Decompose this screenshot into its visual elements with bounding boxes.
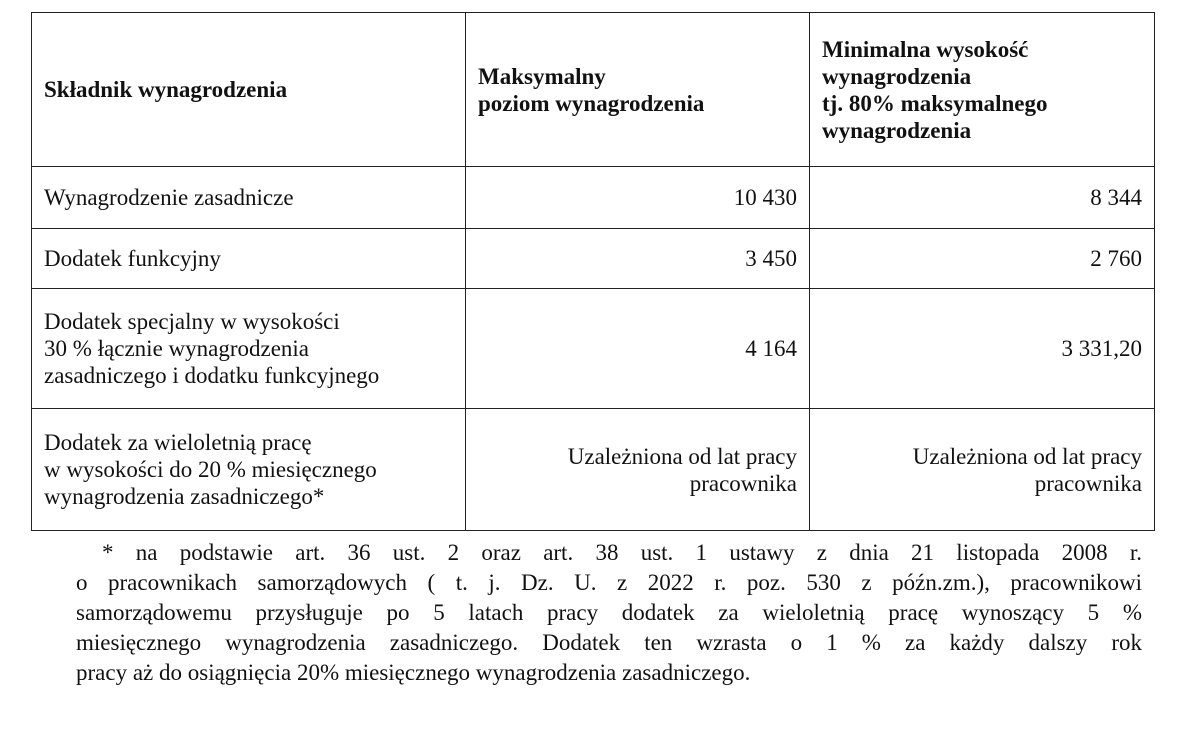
header-min-line: Minimalna wysokość bbox=[822, 36, 1029, 62]
header-max-line: poziom wynagrodzenia bbox=[478, 90, 705, 116]
row-label-text: Wynagrodzenie zasadnicze bbox=[44, 185, 294, 210]
row-min-value: 8 344 bbox=[810, 167, 1155, 229]
row-label bbox=[32, 289, 466, 409]
header-max-line: Maksymalny bbox=[478, 63, 606, 89]
row-min-value bbox=[810, 409, 1155, 531]
row-label bbox=[32, 229, 466, 289]
row-label bbox=[32, 409, 466, 531]
row-max-value: 3 450 bbox=[466, 229, 810, 289]
table-header-row bbox=[32, 13, 1155, 167]
row-min-value: 2 760 bbox=[810, 229, 1155, 289]
row-max-line: Uzależniona od lat pracy bbox=[567, 443, 797, 469]
row-label-line: 30 % łącznie wynagrodzenia bbox=[44, 336, 310, 361]
footnote-line: miesięcznego wynagrodzenia zasadniczego. Dodatek ten wzrasta o 1 % za każdy dalszy rok bbox=[76, 630, 1142, 655]
header-min-line: wynagrodzenia bbox=[822, 63, 972, 89]
row-max-value bbox=[466, 409, 810, 531]
header-min-line: tj. 80% maksymalnego bbox=[822, 90, 1048, 116]
header-component bbox=[32, 13, 466, 167]
row-max-value: 10 430 bbox=[466, 167, 810, 229]
row-max-line: pracownika bbox=[689, 470, 797, 496]
row-label-line: zasadniczego i dodatku funkcyjnego bbox=[44, 363, 380, 388]
footnote-line: * na podstawie art. 36 ust. 2 oraz art. 38 ust. 1 ustawy z dnia 21 listopada 2008 r. bbox=[102, 540, 1142, 565]
header-min-line: wynagrodzenia bbox=[822, 117, 972, 143]
footnote bbox=[76, 538, 1142, 688]
footnote-line: o pracownikach samorządowych ( t. j. Dz. U. z 2022 r. poz. 530 z późn.zm.), pracownikowi bbox=[76, 570, 1142, 595]
row-label-line: w wysokości do 20 % miesięcznego bbox=[44, 457, 377, 482]
row-label bbox=[32, 167, 466, 229]
row-min-line: pracownika bbox=[1034, 470, 1142, 496]
table-row bbox=[32, 167, 1155, 229]
header-component-text: Składnik wynagrodzenia bbox=[44, 77, 288, 102]
row-label-line: Dodatek za wieloletnią pracę bbox=[44, 430, 312, 455]
footnote-line: pracy aż do osiągnięcia 20% miesięcznego wynagrodzenia zasadniczego. bbox=[76, 660, 751, 685]
table-row bbox=[32, 289, 1155, 409]
row-min-value: 3 331,20 bbox=[810, 289, 1155, 409]
table-row bbox=[32, 409, 1155, 531]
header-max-level bbox=[466, 13, 810, 167]
row-label-line: wynagrodzenia zasadniczego* bbox=[44, 484, 325, 509]
table-row bbox=[32, 229, 1155, 289]
row-label-line: Dodatek specjalny w wysokości bbox=[44, 309, 340, 334]
row-label-text: Dodatek funkcyjny bbox=[44, 246, 221, 271]
footnote-line: samorządowemu przysługuje po 5 latach pracy dodatek za wieloletnią pracę wynoszący 5 % bbox=[76, 600, 1142, 625]
header-min-level bbox=[810, 13, 1155, 167]
row-max-value: 4 164 bbox=[466, 289, 810, 409]
salary-table bbox=[31, 12, 1155, 531]
row-min-line: Uzależniona od lat pracy bbox=[912, 443, 1142, 469]
